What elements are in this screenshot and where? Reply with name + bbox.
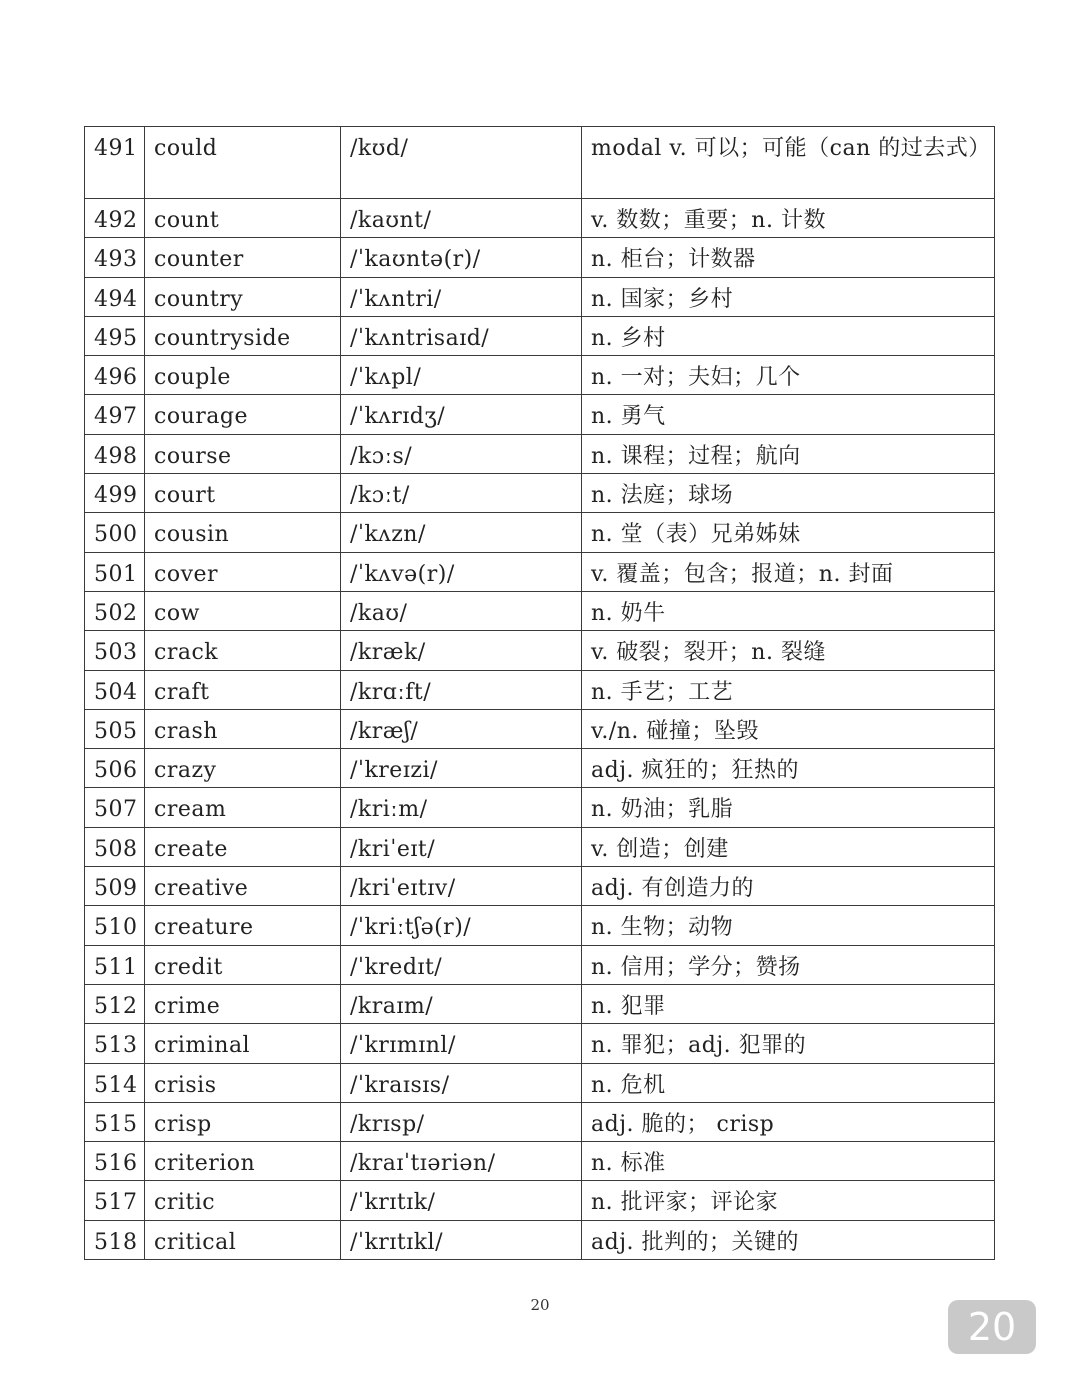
vocabulary-table (84, 126, 995, 1260)
entry-number: 513 (85, 1024, 145, 1063)
table-row (85, 1102, 995, 1141)
entry-definition: n. 标准 (582, 1142, 995, 1181)
entry-phonetic: /kriˈeɪt/ (341, 827, 582, 866)
entry-definition: n. 乡村 (582, 316, 995, 355)
entry-definition: n. 信用；学分；赞扬 (582, 945, 995, 984)
entry-word: cow (145, 591, 341, 630)
table-row (85, 1063, 995, 1102)
entry-phonetic: /kaʊ/ (341, 591, 582, 630)
entry-definition: adj. 有创造力的 (582, 867, 995, 906)
table-row (85, 127, 995, 199)
entry-definition: n. 危机 (582, 1063, 995, 1102)
table-row (85, 709, 995, 748)
entry-definition: n. 奶牛 (582, 591, 995, 630)
entry-number: 507 (85, 788, 145, 827)
entry-definition: adj. 疯狂的；狂热的 (582, 749, 995, 788)
entry-definition: n. 法庭；球场 (582, 474, 995, 513)
table-row (85, 552, 995, 591)
entry-definition: v./n. 碰撞；坠毁 (582, 709, 995, 748)
entry-phonetic: /krɑːft/ (341, 670, 582, 709)
table-row (85, 316, 995, 355)
table-row (85, 827, 995, 866)
table-row (85, 356, 995, 395)
entry-definition: n. 一对；夫妇；几个 (582, 356, 995, 395)
entry-phonetic: /ˈkraɪsɪs/ (341, 1063, 582, 1102)
table-row (85, 474, 995, 513)
entry-word: creative (145, 867, 341, 906)
entry-number: 492 (85, 199, 145, 238)
table-row (85, 984, 995, 1023)
entry-word: critic (145, 1181, 341, 1220)
entry-word: credit (145, 945, 341, 984)
entry-phonetic: /ˈkʌrɪdʒ/ (341, 395, 582, 434)
entry-number: 498 (85, 434, 145, 473)
entry-phonetic: /kriˈeɪtɪv/ (341, 867, 582, 906)
entry-phonetic: /kræʃ/ (341, 709, 582, 748)
entry-definition: n. 国家；乡村 (582, 277, 995, 316)
table-row (85, 395, 995, 434)
entry-word: country (145, 277, 341, 316)
entry-number: 502 (85, 591, 145, 630)
entry-number: 508 (85, 827, 145, 866)
entry-phonetic: /kraɪˈtɪəriən/ (341, 1142, 582, 1181)
entry-word: course (145, 434, 341, 473)
entry-phonetic: /ˈkreɪzi/ (341, 749, 582, 788)
entry-word: criterion (145, 1142, 341, 1181)
table-row (85, 788, 995, 827)
entry-number: 505 (85, 709, 145, 748)
table-row (85, 199, 995, 238)
entry-number: 514 (85, 1063, 145, 1102)
entry-phonetic: /kɔːs/ (341, 434, 582, 473)
entry-number: 503 (85, 631, 145, 670)
vocabulary-table-body (85, 127, 995, 1260)
entry-definition: modal v. 可以；可能（can 的过去式） (582, 127, 995, 199)
entry-word: crack (145, 631, 341, 670)
entry-word: countryside (145, 316, 341, 355)
entry-definition: v. 创造；创建 (582, 827, 995, 866)
table-row (85, 434, 995, 473)
entry-word: crash (145, 709, 341, 748)
entry-word: court (145, 474, 341, 513)
entry-definition: n. 柜台；计数器 (582, 238, 995, 277)
entry-definition: v. 覆盖；包含；报道；n. 封面 (582, 552, 995, 591)
entry-word: craft (145, 670, 341, 709)
entry-word: count (145, 199, 341, 238)
entry-definition: n. 生物；动物 (582, 906, 995, 945)
entry-word: couple (145, 356, 341, 395)
entry-phonetic: /kraɪm/ (341, 984, 582, 1023)
entry-phonetic: /kʊd/ (341, 127, 582, 199)
entry-phonetic: /ˈkʌntri/ (341, 277, 582, 316)
entry-phonetic: /ˈkrɪmɪnl/ (341, 1024, 582, 1063)
entry-number: 500 (85, 513, 145, 552)
entry-word: crisp (145, 1102, 341, 1141)
entry-word: crazy (145, 749, 341, 788)
table-row (85, 945, 995, 984)
page-number-badge: 20 (948, 1300, 1036, 1354)
entry-number: 495 (85, 316, 145, 355)
entry-word: cover (145, 552, 341, 591)
entry-word: critical (145, 1220, 341, 1259)
entry-number: 518 (85, 1220, 145, 1259)
entry-phonetic: /ˈkriːtʃə(r)/ (341, 906, 582, 945)
entry-number: 491 (85, 127, 145, 199)
entry-phonetic: /ˈkrɪtɪk/ (341, 1181, 582, 1220)
entry-definition: n. 手艺；工艺 (582, 670, 995, 709)
entry-number: 512 (85, 984, 145, 1023)
entry-number: 501 (85, 552, 145, 591)
entry-word: could (145, 127, 341, 199)
entry-number: 515 (85, 1102, 145, 1141)
table-row (85, 867, 995, 906)
entry-phonetic: /ˈkʌpl/ (341, 356, 582, 395)
entry-phonetic: /ˈkʌvə(r)/ (341, 552, 582, 591)
entry-phonetic: /ˈkʌntrisaɪd/ (341, 316, 582, 355)
table-row (85, 591, 995, 630)
table-row (85, 1181, 995, 1220)
entry-definition: adj. 批判的；关键的 (582, 1220, 995, 1259)
entry-definition: n. 批评家；评论家 (582, 1181, 995, 1220)
entry-definition: n. 奶油；乳脂 (582, 788, 995, 827)
entry-word: crime (145, 984, 341, 1023)
entry-number: 493 (85, 238, 145, 277)
page-number: 20 (530, 1296, 550, 1314)
table-row (85, 238, 995, 277)
entry-number: 496 (85, 356, 145, 395)
table-row (85, 1220, 995, 1259)
entry-definition: n. 罪犯；adj. 犯罪的 (582, 1024, 995, 1063)
entry-number: 509 (85, 867, 145, 906)
entry-number: 497 (85, 395, 145, 434)
entry-phonetic: /kɔːt/ (341, 474, 582, 513)
table-row (85, 1024, 995, 1063)
entry-definition: n. 犯罪 (582, 984, 995, 1023)
entry-definition: n. 勇气 (582, 395, 995, 434)
entry-phonetic: /kræk/ (341, 631, 582, 670)
table-row (85, 1142, 995, 1181)
entry-word: courage (145, 395, 341, 434)
table-row (85, 277, 995, 316)
entry-number: 510 (85, 906, 145, 945)
entry-number: 504 (85, 670, 145, 709)
entry-word: counter (145, 238, 341, 277)
entry-word: create (145, 827, 341, 866)
entry-number: 516 (85, 1142, 145, 1181)
entry-number: 517 (85, 1181, 145, 1220)
entry-phonetic: /kriːm/ (341, 788, 582, 827)
entry-number: 499 (85, 474, 145, 513)
table-row (85, 670, 995, 709)
entry-word: cream (145, 788, 341, 827)
entry-definition: n. 课程；过程；航向 (582, 434, 995, 473)
table-row (85, 749, 995, 788)
entry-phonetic: /ˈkredɪt/ (341, 945, 582, 984)
entry-definition: n. 堂（表）兄弟姊妹 (582, 513, 995, 552)
entry-phonetic: /ˈkrɪtɪkl/ (341, 1220, 582, 1259)
table-row (85, 513, 995, 552)
entry-word: cousin (145, 513, 341, 552)
entry-number: 506 (85, 749, 145, 788)
entry-definition: adj. 脆的； crisp (582, 1102, 995, 1141)
entry-phonetic: /ˈkaʊntə(r)/ (341, 238, 582, 277)
entry-word: creature (145, 906, 341, 945)
entry-definition: v. 数数；重要；n. 计数 (582, 199, 995, 238)
table-row (85, 906, 995, 945)
entry-word: crisis (145, 1063, 341, 1102)
entry-number: 511 (85, 945, 145, 984)
entry-phonetic: /krɪsp/ (341, 1102, 582, 1141)
entry-phonetic: /ˈkʌzn/ (341, 513, 582, 552)
entry-phonetic: /kaʊnt/ (341, 199, 582, 238)
entry-number: 494 (85, 277, 145, 316)
entry-definition: v. 破裂；裂开；n. 裂缝 (582, 631, 995, 670)
entry-word: criminal (145, 1024, 341, 1063)
table-row (85, 631, 995, 670)
